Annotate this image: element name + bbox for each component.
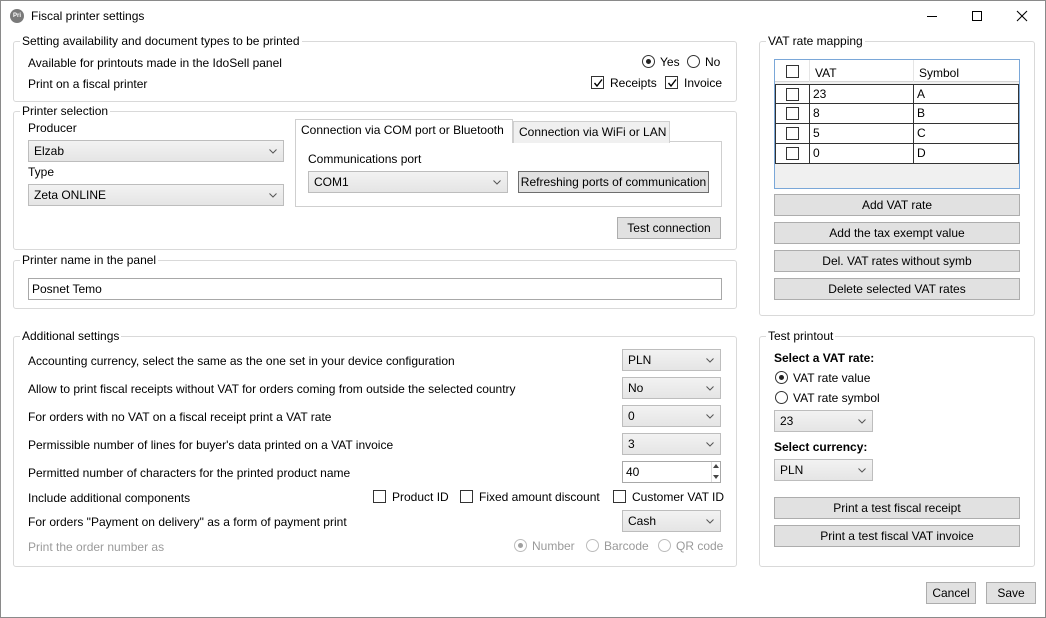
- chevron-down-icon: [858, 419, 866, 424]
- spin-down-button[interactable]: [711, 472, 720, 482]
- vat-mapping-legend: VAT rate mapping: [768, 34, 863, 48]
- receipts-label: Receipts: [610, 76, 657, 90]
- number-radio[interactable]: [514, 539, 527, 552]
- row-checkbox[interactable]: [786, 88, 799, 101]
- select-currency-label: Select currency:: [774, 440, 868, 454]
- table-row[interactable]: [775, 84, 1019, 104]
- app-icon: Pri: [10, 9, 24, 23]
- row-select-cell: [775, 104, 810, 124]
- header-divider: [913, 60, 914, 82]
- print-test-invoice-button[interactable]: Print a test fiscal VAT invoice: [774, 525, 1020, 547]
- chevron-down-icon: [706, 519, 714, 524]
- symbol-cell[interactable]: D: [914, 144, 1019, 164]
- type-value: Zeta ONLINE: [34, 188, 107, 202]
- add-vat-rate-button[interactable]: Add VAT rate: [774, 194, 1020, 216]
- chevron-down-icon: [706, 386, 714, 391]
- vat-cell[interactable]: 23: [810, 84, 914, 104]
- chevron-down-icon: [706, 414, 714, 419]
- chevron-down-icon: [493, 180, 501, 185]
- barcode-label: Barcode: [604, 539, 649, 553]
- vat-rate-grid: [774, 59, 1020, 189]
- row-checkbox[interactable]: [786, 127, 799, 140]
- test-printout-legend: Test printout: [768, 329, 834, 343]
- chevron-down-icon: [706, 358, 714, 363]
- chars-value: 40: [626, 465, 640, 479]
- chevron-down-icon: [269, 193, 277, 198]
- rate-symbol-radio[interactable]: [775, 391, 788, 404]
- product-id-label: Product ID: [392, 490, 449, 504]
- vat-cell[interactable]: 5: [810, 124, 914, 144]
- printer-name-input[interactable]: Posnet Temo: [28, 278, 722, 300]
- table-row[interactable]: [775, 144, 1019, 164]
- chars-label: Permitted number of characters for the printed product name: [28, 466, 351, 480]
- symbol-cell[interactable]: B: [914, 104, 1019, 124]
- table-row[interactable]: [775, 104, 1019, 124]
- invoice-label: Invoice: [684, 76, 723, 90]
- symbol-cell[interactable]: C: [914, 124, 1019, 144]
- tab-wifi-lan[interactable]: Connection via WiFi or LAN: [513, 121, 670, 143]
- order-number-label: Print the order number as: [28, 540, 165, 554]
- close-button[interactable]: [999, 1, 1045, 31]
- lines-label: Permissible number of lines for buyer's data printed on a VAT invoice: [28, 438, 394, 452]
- currency-value: PLN: [628, 353, 652, 367]
- barcode-radio[interactable]: [586, 539, 599, 552]
- chevron-down-icon: [269, 149, 277, 154]
- maximize-button[interactable]: [954, 1, 1000, 31]
- window-title: Fiscal printer settings: [31, 9, 145, 23]
- customer-vat-label: Customer VAT ID: [632, 490, 725, 504]
- minimize-icon: [926, 10, 938, 22]
- grid-header: [775, 60, 1019, 82]
- product-id-checkbox[interactable]: [373, 490, 386, 503]
- currency-select[interactable]: [622, 349, 721, 371]
- select-all-checkbox[interactable]: [786, 65, 799, 78]
- test-currency-value: PLN: [780, 463, 804, 477]
- no-vat-label: Allow to print fiscal receipts without VAT for orders coming from outside the selected country: [28, 382, 516, 396]
- chevron-down-icon: [858, 468, 866, 473]
- checkmark-icon: [593, 78, 603, 88]
- row-checkbox[interactable]: [786, 107, 799, 120]
- checkmark-icon: [667, 78, 677, 88]
- maximize-icon: [971, 10, 983, 22]
- chars-spinner[interactable]: [622, 461, 721, 483]
- additional-settings-legend: Additional settings: [22, 329, 120, 343]
- vat-rate-select[interactable]: [622, 405, 721, 427]
- chevron-down-icon: [706, 442, 714, 447]
- rate-value-radio[interactable]: [775, 371, 788, 384]
- refresh-ports-button[interactable]: Refreshing ports of communication: [518, 171, 709, 193]
- printer-selection-legend: Printer selection: [22, 104, 109, 118]
- add-tax-exempt-button[interactable]: Add the tax exempt value: [774, 222, 1020, 244]
- vat-rate-value: 0: [628, 409, 635, 423]
- header-divider: [809, 60, 810, 82]
- fixed-discount-label: Fixed amount discount: [479, 490, 600, 504]
- select-rate-label: Select a VAT rate:: [774, 351, 875, 365]
- qr-code-label: QR code: [676, 539, 724, 553]
- producer-select[interactable]: [28, 140, 284, 162]
- cancel-button[interactable]: Cancel: [926, 582, 976, 604]
- test-connection-button[interactable]: Test connection: [617, 217, 721, 239]
- vat-rate-label: For orders with no VAT on a fiscal receipt print a VAT rate: [28, 410, 332, 424]
- vat-cell[interactable]: 0: [810, 144, 914, 164]
- port-value: COM1: [314, 175, 349, 189]
- delete-without-symbol-button[interactable]: Del. VAT rates without symb: [774, 250, 1020, 272]
- no-radio[interactable]: [687, 55, 700, 68]
- available-label: Available for printouts made in the IdoSell panel: [28, 56, 282, 70]
- chevron-down-icon: [712, 473, 720, 481]
- no-label: No: [705, 55, 721, 69]
- spin-up-button[interactable]: [711, 462, 720, 472]
- tab-com-bluetooth[interactable]: Connection via COM port or Bluetooth: [295, 119, 513, 143]
- yes-label: Yes: [660, 55, 680, 69]
- print-test-receipt-button[interactable]: Print a test fiscal receipt: [774, 497, 1020, 519]
- payment-label: For orders "Payment on delivery" as a form of payment print: [28, 515, 347, 529]
- print-fiscal-label: Print on a fiscal printer: [28, 77, 148, 91]
- row-select-cell: [775, 144, 810, 164]
- minimize-button[interactable]: [909, 1, 955, 31]
- symbol-cell[interactable]: A: [914, 84, 1019, 104]
- type-label: Type: [28, 165, 55, 179]
- no-vat-value: No: [628, 381, 644, 395]
- type-select[interactable]: [28, 184, 284, 206]
- producer-value: Elzab: [34, 144, 65, 158]
- row-checkbox[interactable]: [786, 147, 799, 160]
- vat-cell[interactable]: 8: [810, 104, 914, 124]
- test-rate-select[interactable]: [774, 410, 873, 432]
- rate-symbol-label: VAT rate symbol: [793, 391, 880, 405]
- row-select-cell: [775, 84, 810, 104]
- port-select[interactable]: [308, 171, 508, 193]
- fixed-discount-checkbox[interactable]: [460, 490, 473, 503]
- no-vat-select[interactable]: [622, 377, 721, 399]
- port-label: Communications port: [308, 152, 422, 166]
- test-currency-select[interactable]: [774, 459, 873, 481]
- row-select-cell: [775, 124, 810, 144]
- qr-code-radio[interactable]: [658, 539, 671, 552]
- rate-value-label: VAT rate value: [793, 371, 871, 385]
- chevron-up-icon: [712, 463, 720, 471]
- delete-selected-button[interactable]: Delete selected VAT rates: [774, 278, 1020, 300]
- lines-select[interactable]: [622, 433, 721, 455]
- components-label: Include additional components: [28, 491, 191, 505]
- producer-label: Producer: [28, 121, 77, 135]
- payment-value: Cash: [628, 514, 657, 528]
- printer-name-legend: Printer name in the panel: [22, 253, 157, 267]
- close-icon: [1016, 10, 1028, 22]
- yes-radio[interactable]: [642, 55, 655, 68]
- availability-legend: Setting availability and document types to be printed: [22, 34, 300, 48]
- receipts-checkbox[interactable]: [591, 76, 604, 89]
- col-symbol-header[interactable]: Symbol: [919, 66, 960, 80]
- test-rate-value: 23: [780, 414, 794, 428]
- save-button[interactable]: Save: [986, 582, 1036, 604]
- col-vat-header[interactable]: VAT: [815, 66, 837, 80]
- invoice-checkbox[interactable]: [665, 76, 678, 89]
- number-label: Number: [532, 539, 575, 553]
- table-row[interactable]: [775, 124, 1019, 144]
- currency-label: Accounting currency, select the same as the one set in your device configuration: [28, 354, 455, 368]
- lines-value: 3: [628, 437, 635, 451]
- customer-vat-checkbox[interactable]: [613, 490, 626, 503]
- payment-select[interactable]: [622, 510, 721, 532]
- title-bar: [1, 1, 1045, 31]
